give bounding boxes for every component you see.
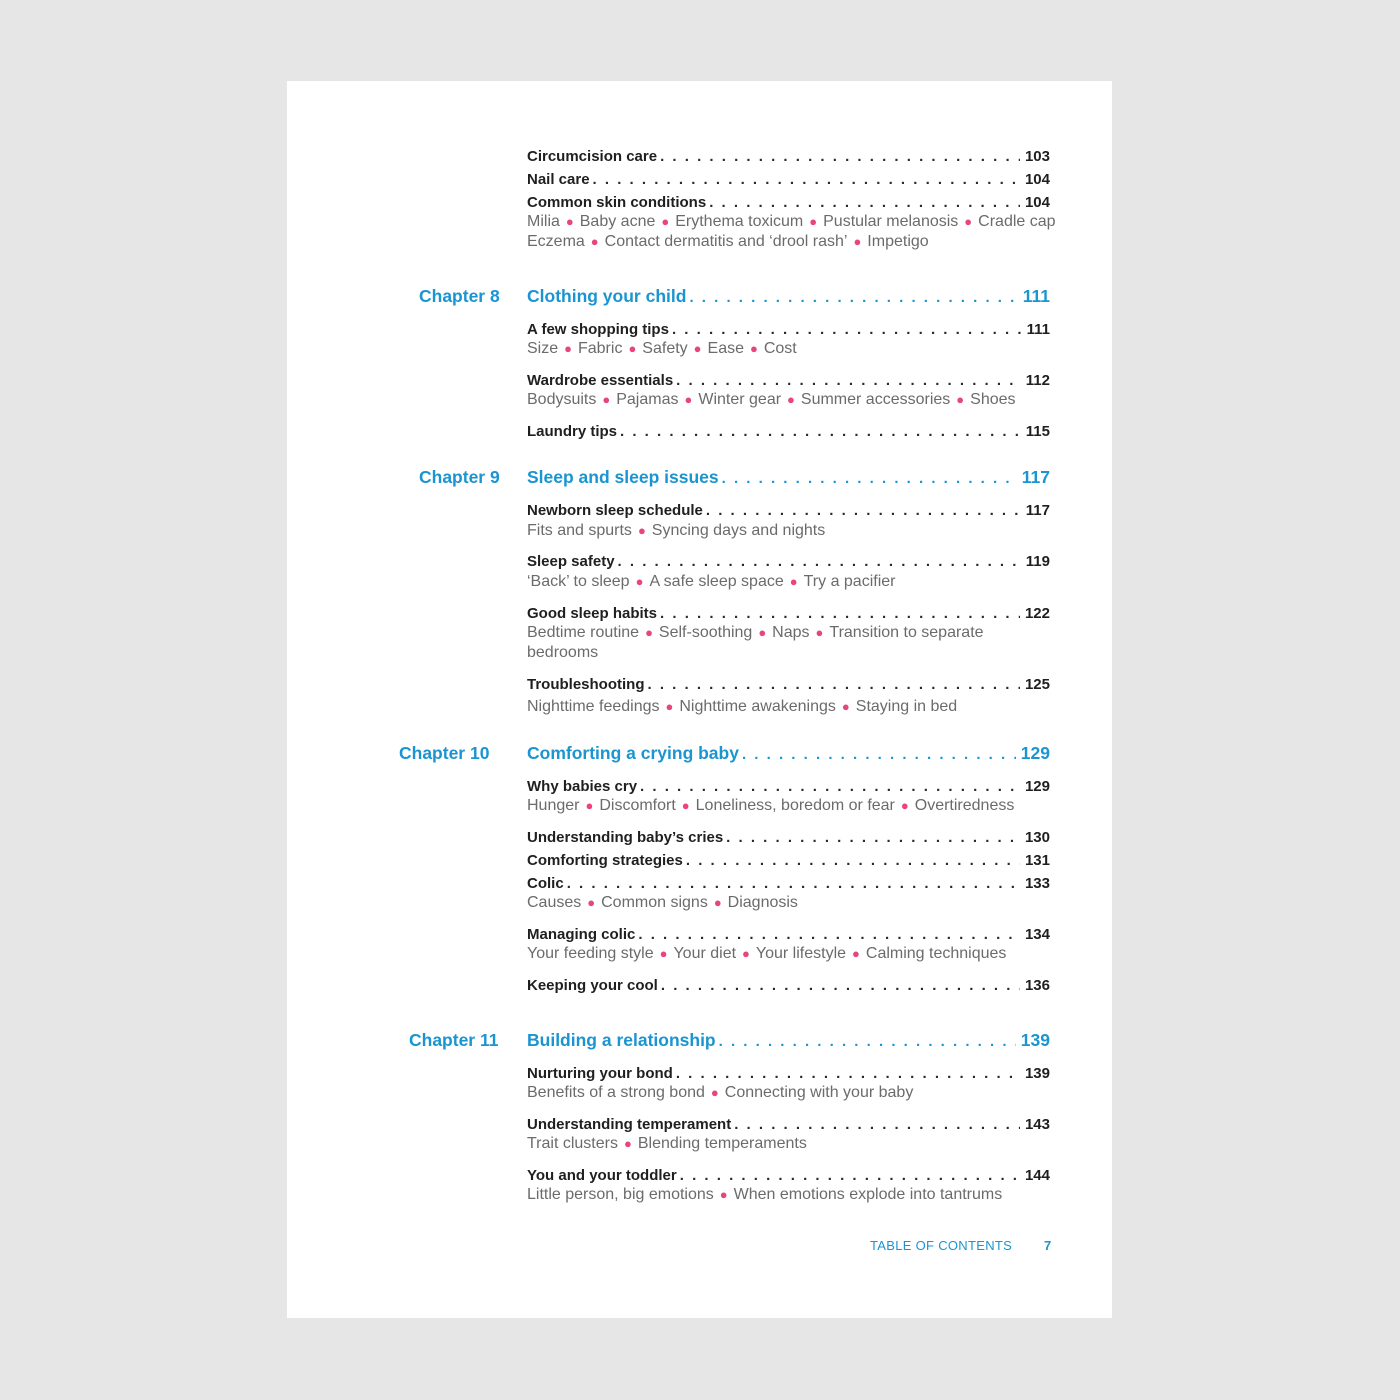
entry-title: Newborn sleep schedule: [527, 502, 703, 519]
subtopic: Pustular melanosis: [823, 213, 959, 230]
subtopic-line: [527, 893, 1057, 913]
entry-title: You and your toddler: [527, 1167, 677, 1184]
entry-title: A few shopping tips: [527, 321, 669, 338]
bullet-icon: ●: [585, 798, 594, 813]
bullet-icon: ●: [852, 946, 860, 961]
subtopic-line: [527, 697, 1057, 717]
chapter-label: Chapter 11: [409, 1030, 499, 1050]
entry-page-number: 104: [1024, 171, 1050, 188]
chapter-label: Chapter 9: [419, 467, 500, 487]
subtopic: bedrooms: [527, 644, 599, 661]
entry-page-number: 131: [1024, 852, 1050, 869]
subtopic: Connecting with your baby: [724, 1084, 914, 1101]
subtopic: Blending temperaments: [637, 1135, 807, 1152]
entry-page-number: 136: [1024, 977, 1050, 994]
dot-leader: [726, 828, 1020, 848]
subtopic: Trait clusters: [527, 1135, 618, 1152]
dot-leader: [689, 286, 1017, 310]
dot-leader: [567, 874, 1020, 894]
entry-page-number: 130: [1024, 829, 1050, 846]
chapter-page-number: 129: [1020, 743, 1050, 763]
chapter-title: Comforting a crying baby: [527, 743, 739, 763]
entry-title: Keeping your cool: [527, 977, 658, 994]
subtopic: Contact dermatitis and ‘drool rash’: [604, 233, 848, 250]
chapter-title: Clothing your child: [527, 286, 687, 306]
subtopic: Naps: [772, 624, 810, 641]
subtopic: Impetigo: [867, 233, 929, 250]
dot-leader: [648, 675, 1020, 695]
chapter-title: Sleep and sleep issues: [527, 467, 719, 487]
dot-leader: [618, 552, 1021, 572]
toc-entry-row: [527, 675, 1050, 695]
bullet-icon: ●: [742, 946, 750, 961]
subtopic: Bodysuits: [527, 391, 597, 408]
subtopic: Staying in bed: [855, 698, 958, 715]
entry-page-number: 143: [1024, 1116, 1050, 1133]
bullet-icon: ●: [853, 234, 862, 249]
chapter-label: Chapter 10: [399, 743, 490, 763]
entry-title: Wardrobe essentials: [527, 372, 674, 389]
subtopic: Try a pacifier: [803, 573, 896, 590]
entry-title: Nurturing your bond: [527, 1065, 673, 1082]
dot-leader: [686, 851, 1020, 871]
subtopic: Bedtime routine: [527, 624, 640, 641]
dot-leader: [593, 170, 1020, 190]
bullet-icon: ●: [900, 798, 909, 813]
subtopic-line: [527, 1185, 1057, 1205]
toc-entry-row: [527, 193, 1050, 213]
subtopic: Little person, big emotions: [527, 1186, 714, 1203]
bullet-icon: ●: [665, 699, 674, 714]
subtopic-line: [527, 390, 1057, 410]
chapter-heading-row: [527, 741, 1050, 765]
bullet-icon: ●: [719, 1187, 728, 1202]
subtopic: Hunger: [527, 797, 580, 814]
subtopic: Fits and spurts: [527, 522, 632, 539]
subtopic: Ease: [707, 340, 744, 357]
bullet-icon: ●: [710, 1085, 719, 1100]
bullet-icon: ●: [661, 214, 670, 229]
toc-entry-row: [527, 371, 1050, 391]
chapter-heading-row: [527, 1028, 1050, 1052]
toc-entry-row: [527, 828, 1050, 848]
entry-title: Why babies cry: [527, 778, 638, 795]
subtopic: Shoes: [970, 391, 1016, 408]
subtopic: Overtiredness: [914, 797, 1015, 814]
dot-leader: [661, 976, 1020, 996]
entry-title: Comforting strategies: [527, 852, 683, 869]
subtopic: Loneliness, boredom or fear: [695, 797, 895, 814]
dot-leader: [638, 925, 1020, 945]
dot-leader: [742, 743, 1016, 767]
bullet-icon: ●: [789, 574, 798, 589]
dot-leader: [709, 193, 1020, 213]
subtopic-line: [527, 212, 1057, 232]
subtopic: Nighttime feedings: [527, 698, 660, 715]
subtopic: Common signs: [601, 894, 708, 911]
dot-leader: [672, 320, 1022, 340]
dot-leader: [676, 1064, 1020, 1084]
subtopic-line: [527, 1134, 1057, 1154]
subtopic: Calming techniques: [865, 945, 1007, 962]
subtopic: Your diet: [673, 945, 737, 962]
subtopic: Nighttime awakenings: [679, 698, 836, 715]
toc-entry-row: [527, 925, 1050, 945]
subtopic: Pajamas: [616, 391, 679, 408]
chapter-page-number: 117: [1021, 467, 1050, 487]
entry-title: Understanding baby’s cries: [527, 829, 724, 846]
toc-entry-row: [527, 874, 1050, 894]
entry-page-number: 111: [1026, 321, 1050, 338]
entry-title: Good sleep habits: [527, 605, 658, 622]
subtopic: ‘Back’ to sleep: [527, 573, 630, 590]
toc-entry-row: [527, 851, 1050, 871]
entry-page-number: 125: [1024, 676, 1050, 693]
subtopic: Diagnosis: [727, 894, 798, 911]
entry-title: Troubleshooting: [527, 676, 645, 693]
bullet-icon: ●: [623, 1136, 632, 1151]
dot-leader: [680, 1166, 1020, 1186]
subtopic: Baby acne: [579, 213, 656, 230]
subtopic-line: [527, 944, 1057, 964]
entry-title: Sleep safety: [527, 553, 615, 570]
subtopic: Causes: [527, 894, 582, 911]
subtopic: Fabric: [577, 340, 623, 357]
toc-entry-row: [527, 976, 1050, 996]
bullet-icon: ●: [637, 523, 646, 538]
bullet-icon: ●: [645, 625, 653, 640]
bullet-icon: ●: [713, 895, 722, 910]
entry-page-number: 104: [1024, 194, 1050, 211]
toc-entry-row: [527, 422, 1050, 442]
chapter-page-number: 139: [1020, 1030, 1050, 1050]
bullet-icon: ●: [758, 625, 767, 640]
entry-page-number: 133: [1024, 875, 1050, 892]
entry-page-number: 119: [1025, 553, 1050, 570]
subtopic-line: [527, 232, 1057, 252]
entry-title: Laundry tips: [527, 423, 618, 440]
subtopic: When emotions explode into tantrums: [733, 1186, 1003, 1203]
bullet-icon: ●: [956, 392, 965, 407]
subtopic: Eczema: [527, 233, 585, 250]
subtopic: Erythema toxicum: [675, 213, 804, 230]
chapter-title: Building a relationship: [527, 1030, 716, 1050]
toc-entry-row: [527, 501, 1050, 521]
dot-leader: [660, 147, 1020, 167]
bullet-icon: ●: [635, 574, 644, 589]
entry-page-number: 134: [1024, 926, 1050, 943]
dot-leader: [640, 777, 1020, 797]
bullet-icon: ●: [749, 341, 758, 356]
subtopic: Winter gear: [698, 391, 782, 408]
subtopic: A safe sleep space: [649, 573, 784, 590]
toc-entry-row: [527, 1115, 1050, 1135]
subtopic-line: [527, 572, 1057, 592]
entry-title: Circumcision care: [527, 148, 658, 165]
entry-page-number: 144: [1024, 1167, 1050, 1184]
subtopic: Safety: [642, 340, 688, 357]
entry-title: Managing colic: [527, 926, 636, 943]
chapter-heading-row: [527, 284, 1050, 308]
bullet-icon: ●: [590, 234, 599, 249]
entry-title: Common skin conditions: [527, 194, 707, 211]
footer-page-number: 7: [1044, 1238, 1052, 1253]
bullet-icon: ●: [587, 895, 596, 910]
bullet-icon: ●: [681, 798, 690, 813]
subtopic: Summer accessories: [800, 391, 951, 408]
subtopic-line: [527, 623, 1057, 643]
subtopic: Syncing days and nights: [651, 522, 826, 539]
bullet-icon: ●: [684, 392, 693, 407]
dot-leader: [620, 422, 1021, 442]
bullet-icon: ●: [659, 946, 668, 961]
entry-page-number: 117: [1025, 502, 1050, 519]
entry-title: Colic: [527, 875, 564, 892]
dot-leader: [734, 1115, 1020, 1135]
toc-entry-row: [527, 147, 1050, 167]
dot-leader: [660, 604, 1020, 624]
toc-entry-row: [527, 1166, 1050, 1186]
bullet-icon: ●: [815, 625, 824, 640]
entry-page-number: 103: [1024, 148, 1050, 165]
subtopic: Transition to separate: [829, 624, 984, 641]
entry-title: Nail care: [527, 171, 590, 188]
bullet-icon: ●: [565, 214, 574, 229]
entry-page-number: 129: [1024, 778, 1050, 795]
bullet-icon: ●: [841, 699, 850, 714]
chapter-heading-row: [527, 465, 1050, 489]
subtopic: Cost: [763, 340, 797, 357]
bullet-icon: ●: [564, 341, 572, 356]
toc-entry-row: [527, 552, 1050, 572]
entry-page-number: 112: [1025, 372, 1050, 389]
entry-title: Understanding temperament: [527, 1116, 732, 1133]
footer-section-label: TABLE OF CONTENTS: [870, 1238, 1013, 1253]
toc-entry-row: [527, 170, 1050, 190]
dot-leader: [676, 371, 1021, 391]
subtopic: Benefits of a strong bond: [527, 1084, 705, 1101]
subtopic-line: [527, 1083, 1057, 1103]
subtopic: Cradle cap: [978, 213, 1056, 230]
bullet-icon: ●: [809, 214, 818, 229]
toc-entry-row: [527, 604, 1050, 624]
toc-entry-row: [527, 1064, 1050, 1084]
subtopic-line: [527, 643, 1057, 663]
toc-entry-row: [527, 320, 1050, 340]
subtopic: Discomfort: [599, 797, 676, 814]
subtopic-line: [527, 339, 1057, 359]
entry-page-number: 122: [1024, 605, 1050, 622]
subtopic: Milia: [527, 213, 560, 230]
subtopic: Your feeding style: [527, 945, 654, 962]
subtopic-line: [527, 521, 1057, 541]
bullet-icon: ●: [787, 392, 795, 407]
toc-entry-row: [527, 777, 1050, 797]
bullet-icon: ●: [628, 341, 637, 356]
dot-leader: [719, 1030, 1016, 1054]
bullet-icon: ●: [964, 214, 973, 229]
bullet-icon: ●: [693, 341, 702, 356]
chapter-page-number: 111: [1022, 286, 1050, 306]
bullet-icon: ●: [602, 392, 611, 407]
entry-page-number: 139: [1024, 1065, 1050, 1082]
entry-page-number: 115: [1025, 423, 1050, 440]
subtopic: Self-soothing: [658, 624, 753, 641]
chapter-label: Chapter 8: [419, 286, 500, 306]
dot-leader: [722, 467, 1017, 491]
subtopic: Size: [527, 340, 559, 357]
dot-leader: [706, 501, 1021, 521]
subtopic: Your lifestyle: [755, 945, 847, 962]
subtopic-line: [527, 796, 1057, 816]
